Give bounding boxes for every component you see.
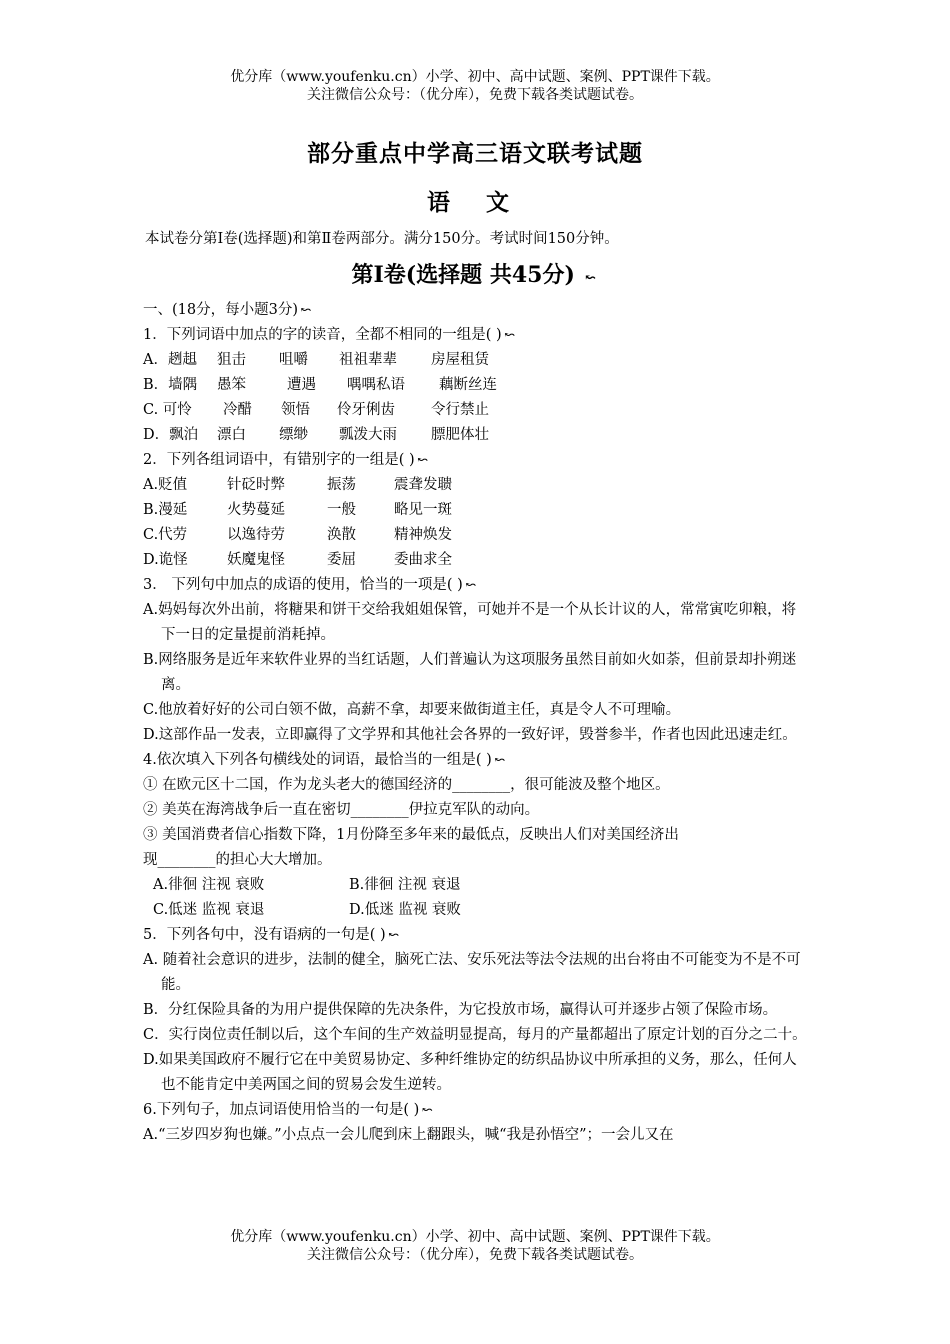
question-4-stem — [143, 748, 808, 773]
question-1-option-a — [143, 348, 808, 373]
exam-intro: 本试卷分第Ⅰ卷(选择题)和第Ⅱ卷两部分。满分150分。考试时间150分钟。 — [145, 231, 619, 247]
question-4-sentence-3a: ③ 美国消费者信心指数下降，1月份降至多年来的最低点，反映出人们对美国经济出 — [143, 827, 679, 843]
option-word: D．飘泊 — [143, 427, 199, 443]
question-1-stem — [143, 323, 808, 348]
question-body — [143, 298, 808, 1148]
question-3-option-d: D.这部作品一发表，立即赢得了文学界和其他社会各界的一致好评，毁誉参半，作者也因此迅速走红。 — [143, 727, 797, 743]
option-word: 瓢泼大雨 — [339, 427, 397, 443]
option-word: 遭遇 — [287, 377, 316, 393]
question-4-sentence-2: ② 美英在海湾战争后一直在密切________伊拉克军队的动向。 — [143, 802, 540, 818]
option-word: 喁喁私语 — [347, 377, 405, 393]
part-heading-text: 一、(18分，每小题3分) — [143, 302, 298, 318]
header-line-2: 关注微信公众号：（优分库），免费下载各类试题试卷。 — [307, 87, 643, 103]
option-text: D.低迷 监视 衰败 — [349, 902, 461, 918]
question-3-option-b: B.网络服务是近年来软件业界的当红话题，人们普遍认为这项服务虽然目前如火如荼，但前景却扑朔迷离。 — [143, 652, 797, 693]
page-footer — [0, 1228, 950, 1264]
option-word: 委屈 — [327, 552, 356, 568]
option-text: A.徘徊 注视 衰败 — [153, 877, 265, 893]
option-word: 愚笨 — [217, 377, 246, 393]
question-5-option-a: A. 随着社会意识的进步，法制的健全，脑死亡法、安乐死法等法令法规的出台将由不可能变为不是不可能。 — [143, 952, 801, 993]
option-word: 祖祖辈辈 — [339, 352, 397, 368]
option-word: 以逸待劳 — [227, 527, 285, 543]
paragraph-mark-icon: ↜ — [465, 578, 477, 593]
question-5-stem — [143, 923, 808, 948]
option-word: 膘肥体壮 — [431, 427, 489, 443]
question-5-option-b: B．分红保险具备的为用户提供保障的先决条件，为它投放市场，赢得认可并逐步占领了保险市场。 — [143, 1002, 778, 1018]
question-stem-text: 5．下列各句中，没有语病的一句是( ) — [143, 927, 386, 943]
question-6-stem — [143, 1098, 808, 1123]
question-5-option-d: D.如果美国政府不履行它在中美贸易协定、多种纤维协定的纺织品协议中所承担的义务，那么，任何人也不能肯定中美两国之间的贸易会发生逆转。 — [143, 1052, 797, 1093]
part-heading — [143, 298, 808, 323]
question-5-option-c: C．实行岗位责任制以后，这个车间的生产效益明显提高，每月的产量都超出了原定计划的百分之二十。 — [143, 1027, 807, 1043]
option-word: 缥缈 — [279, 427, 308, 443]
paragraph-mark-icon: ↜ — [421, 1103, 433, 1118]
option-word: 藕断丝连 — [439, 377, 497, 393]
question-stem-text: 2．下列各组词语中，有错别字的一组是( ) — [143, 452, 415, 468]
option-word: 漂白 — [217, 427, 246, 443]
question-4-options-cd — [143, 898, 808, 923]
paragraph-mark-icon: ↜ — [417, 453, 429, 468]
option-word: 咀嚼 — [279, 352, 308, 368]
option-word: C.代劳 — [143, 527, 188, 543]
option-word: 略见一斑 — [394, 502, 452, 518]
option-word: 狙击 — [217, 352, 246, 368]
option-word: 令行禁止 — [431, 402, 489, 418]
option-word: C. 可怜 — [143, 402, 192, 418]
question-stem-text: 4.依次填入下列各句横线处的词语，最恰当的一组是( ) — [143, 752, 492, 768]
question-6-option-a: A.“三岁四岁狗也嫌。”小点点一会儿爬到床上翻跟头，喊“我是孙悟空”；一会儿又在 — [143, 1127, 674, 1143]
question-1-option-c — [143, 398, 808, 423]
option-word: 一般 — [327, 502, 356, 518]
subject-title: 语 文 — [426, 189, 523, 216]
paragraph-mark-icon: ↜ — [504, 328, 516, 343]
question-4-options-ab — [143, 873, 808, 898]
question-stem-text: 6.下列句子，加点词语使用恰当的一句是( ) — [143, 1102, 420, 1118]
option-word: 冷醋 — [223, 402, 252, 418]
footer-line-2: 关注微信公众号：（优分库），免费下载各类试题试卷。 — [307, 1247, 643, 1263]
question-4-sentence-1: ① 在欧元区十二国，作为龙头老大的德国经济的________，很可能波及整个地区。 — [143, 777, 670, 793]
option-text: C.低迷 监视 衰退 — [153, 902, 265, 918]
question-4-sentence-3b: 现________的担心大大增加。 — [143, 852, 332, 868]
option-word: B．墙隅 — [143, 377, 198, 393]
option-word: A．趔趄 — [143, 352, 197, 368]
option-word: D.诡怪 — [143, 552, 188, 568]
option-word: 伶牙俐齿 — [337, 402, 395, 418]
option-word: 火势蔓延 — [227, 502, 285, 518]
question-2-option-d — [143, 548, 808, 573]
option-word: B.漫延 — [143, 502, 188, 518]
option-word: 妖魔鬼怪 — [227, 552, 285, 568]
question-3-option-c: C.他放着好好的公司白领不做，高薪不拿，却要来做街道主任，真是令人不可理喻。 — [143, 702, 681, 718]
option-word: 针砭时弊 — [227, 477, 285, 493]
paragraph-mark-icon: ↜ — [300, 303, 312, 318]
question-2-option-a — [143, 473, 808, 498]
option-word: 涣散 — [327, 527, 356, 543]
question-1-option-d — [143, 423, 808, 448]
question-2-option-c — [143, 523, 808, 548]
question-3-stem — [143, 573, 808, 598]
paragraph-mark-icon: ↜ — [494, 753, 506, 768]
option-word: A.贬值 — [143, 477, 188, 493]
exam-title: 部分重点中学高三语文联考试题 — [307, 140, 643, 167]
question-stem-text: 3． 下列句中加点的成语的使用，恰当的一项是( ) — [143, 577, 463, 593]
page-header — [0, 68, 950, 104]
section-title-text: 第Ⅰ卷(选择题 共45分) — [351, 262, 575, 288]
option-word: 精神焕发 — [394, 527, 452, 543]
option-word: 振荡 — [327, 477, 356, 493]
question-2-option-b — [143, 498, 808, 523]
question-stem-text: 1．下列词语中加点的字的读音，全都不相同的一组是( ) — [143, 327, 502, 343]
paragraph-mark-icon: ↜ — [388, 928, 400, 943]
option-word: 领悟 — [281, 402, 310, 418]
question-2-stem — [143, 448, 808, 473]
option-text: B.徘徊 注视 衰退 — [349, 877, 461, 893]
question-1-option-b — [143, 373, 808, 398]
option-word: 房屋租赁 — [431, 352, 489, 368]
option-word: 委曲求全 — [394, 552, 452, 568]
question-3-option-a: A.妈妈每次外出前，将糖果和饼干交给我姐姐保管，可她并不是一个从长计议的人，常常寅吃卯粮，将下一日的定量提前消耗掉。 — [143, 602, 797, 643]
paragraph-mark-icon: ↜ — [585, 271, 596, 286]
header-line-1: 优分库（www.youfenku.cn）小学、初中、高中试题、案例、PPT课件下载。 — [230, 69, 720, 85]
option-word: 震聋发聩 — [394, 477, 452, 493]
section-title — [0, 258, 950, 289]
footer-line-1: 优分库（www.youfenku.cn）小学、初中、高中试题、案例、PPT课件下载。 — [230, 1229, 720, 1245]
